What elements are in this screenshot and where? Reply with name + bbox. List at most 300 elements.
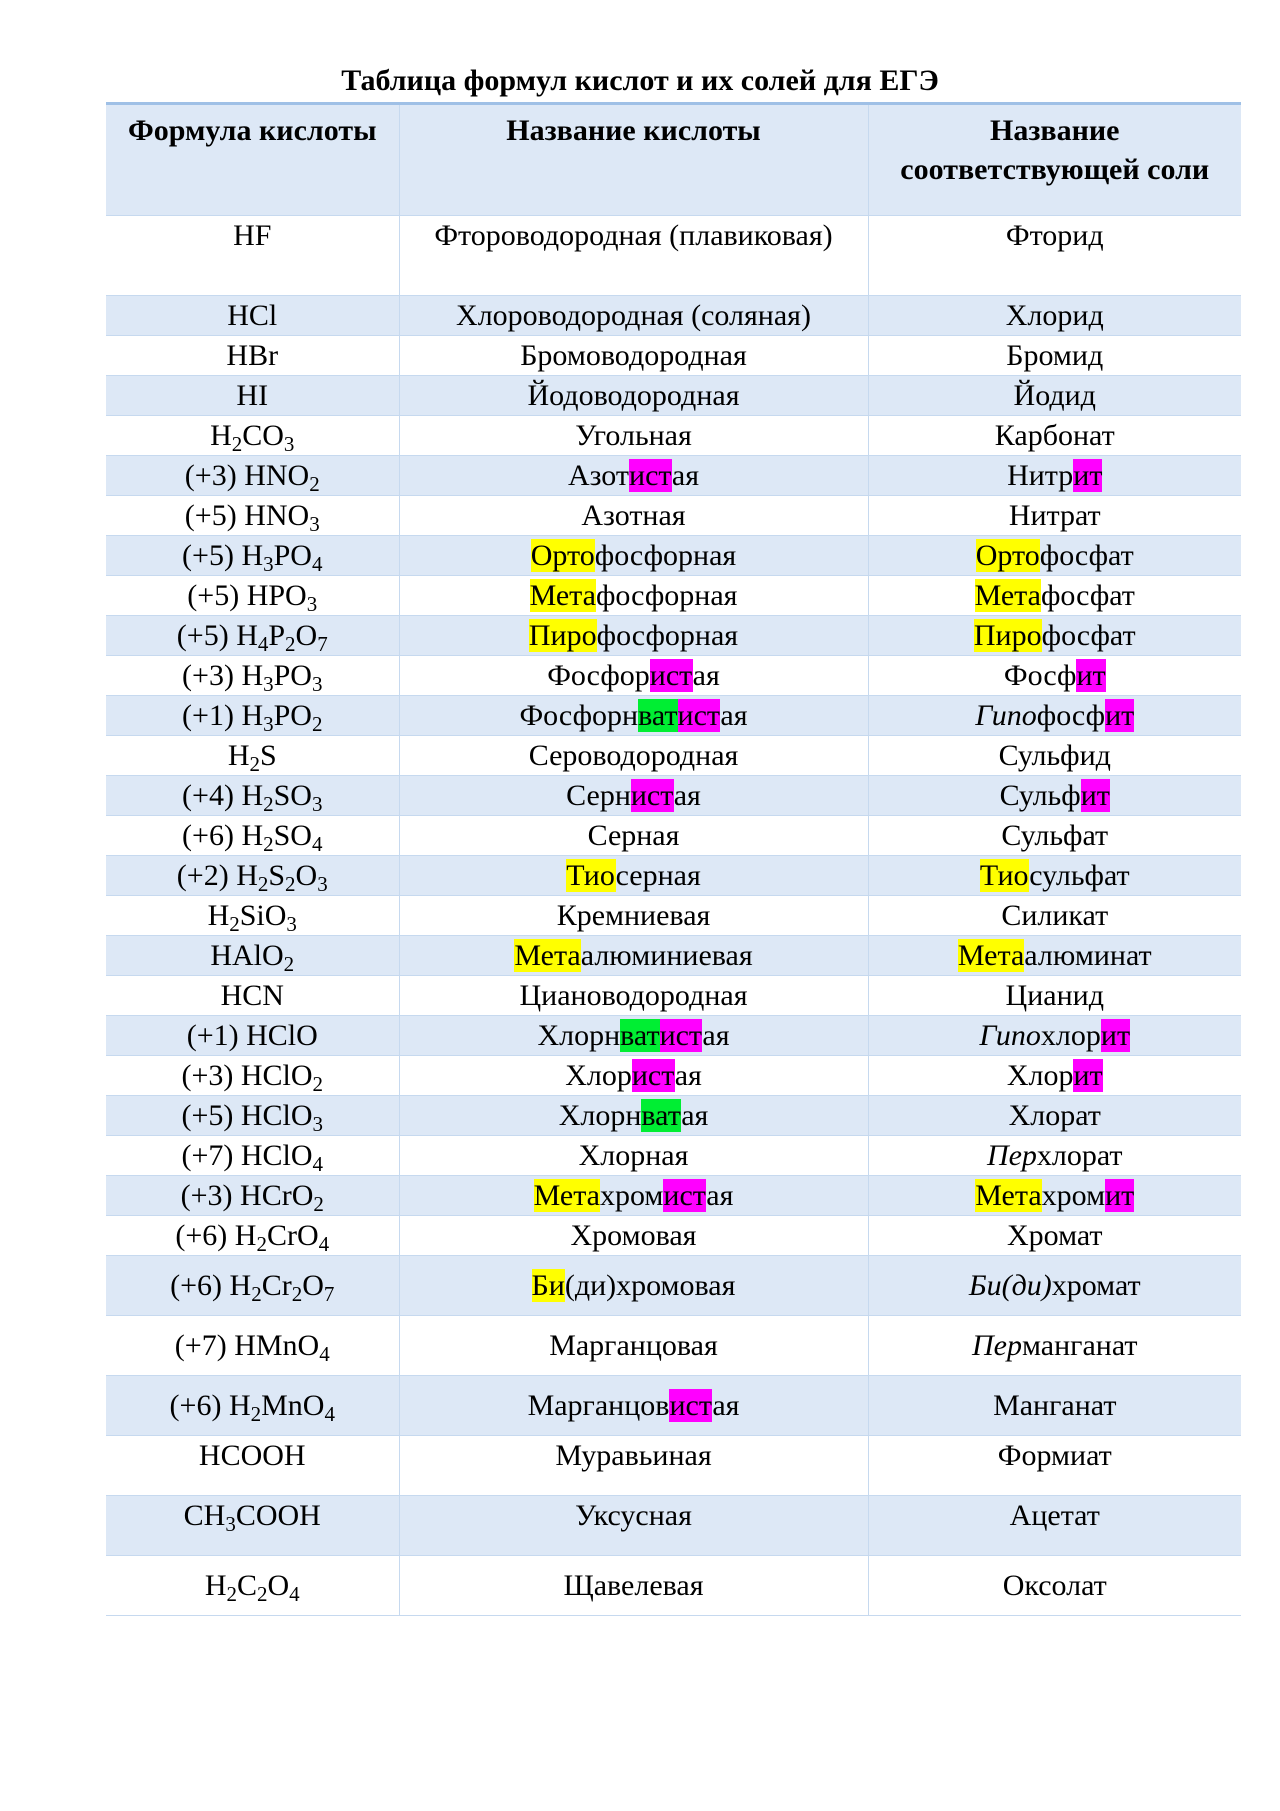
formula-segment: H bbox=[210, 419, 232, 452]
table-row bbox=[106, 1556, 1241, 1616]
formula-segment: 3 bbox=[317, 872, 328, 896]
acid-name-segment: Фосфор bbox=[547, 659, 650, 692]
acid-name-cell bbox=[399, 976, 868, 1016]
salt-name-segment: ит bbox=[1073, 459, 1103, 492]
formula-segment: HMnO bbox=[234, 1329, 320, 1362]
formula-segment: H bbox=[204, 1569, 227, 1602]
acid-name-segment: алюминиевая bbox=[580, 939, 753, 972]
header-formula: Формула кислоты bbox=[106, 104, 399, 216]
acid-name-segment: ист bbox=[649, 659, 693, 692]
formula-segment: 2 bbox=[311, 712, 323, 736]
formula-segment: HNO bbox=[244, 499, 310, 532]
oxidation-state: (+7) bbox=[174, 1329, 235, 1362]
acid-name-segment: Хромовая bbox=[570, 1219, 697, 1252]
formula-cell bbox=[106, 936, 399, 976]
formula-segment: 4 bbox=[312, 1152, 324, 1176]
acid-name-segment: Хлор bbox=[565, 1059, 632, 1092]
salt-name-segment: Манганат bbox=[993, 1389, 1117, 1422]
salt-name-segment: Фосф bbox=[1003, 659, 1077, 692]
acid-name-segment: ват bbox=[620, 1019, 660, 1052]
salt-name-segment: фосф bbox=[1036, 699, 1106, 732]
salt-name-segment: Ацетат bbox=[1009, 1499, 1100, 1532]
formula-segment: HCrO bbox=[240, 1179, 314, 1212]
table-row bbox=[106, 776, 1241, 816]
salt-name-segment: Циани bbox=[1005, 979, 1089, 1012]
formula-segment: H bbox=[236, 859, 258, 892]
formula-segment: HCN bbox=[220, 979, 284, 1012]
acid-name-segment: Кремниевая bbox=[556, 899, 711, 932]
table-row bbox=[106, 1096, 1241, 1136]
formula-segment: CO bbox=[242, 419, 284, 452]
acid-name-segment: Серн bbox=[566, 779, 631, 812]
salt-name-segment: Мета bbox=[975, 1179, 1042, 1212]
formula-segment: 3 bbox=[263, 712, 274, 736]
formula-segment: 4 bbox=[311, 552, 323, 576]
acid-name-segment: Би bbox=[531, 1269, 565, 1302]
acid-name-cell bbox=[399, 1496, 868, 1556]
acid-name-segment: ват bbox=[641, 1099, 682, 1132]
formula-cell bbox=[106, 296, 399, 336]
formula-segment: H bbox=[241, 659, 264, 692]
acid-name-segment: Хлорная bbox=[578, 1139, 689, 1172]
formula-segment: HClO bbox=[240, 1139, 313, 1172]
formula-cell bbox=[106, 1216, 399, 1256]
formula-segment: S bbox=[259, 739, 277, 772]
formula-segment: H bbox=[234, 1219, 257, 1252]
salt-name-segment: Хлорат bbox=[1008, 1099, 1101, 1132]
formula-segment: 3 bbox=[311, 792, 323, 816]
salt-name-cell bbox=[868, 1376, 1241, 1436]
formula-segment: SO bbox=[273, 819, 312, 852]
salt-name-cell bbox=[868, 576, 1241, 616]
salt-name-cell bbox=[868, 696, 1241, 736]
formula-segment: P bbox=[268, 619, 286, 652]
salt-name-cell bbox=[868, 216, 1241, 296]
table-row bbox=[106, 696, 1241, 736]
salt-name-segment: Орто bbox=[975, 539, 1040, 572]
acid-name-segment: ая bbox=[720, 699, 748, 732]
salt-name-segment: Пиро bbox=[973, 619, 1042, 652]
acid-name-segment: Фтороводородная (плавиковая) bbox=[434, 219, 833, 252]
table-row bbox=[106, 1016, 1241, 1056]
salt-name-segment: Хлори bbox=[1005, 299, 1089, 332]
acid-name-cell bbox=[399, 1136, 868, 1176]
salt-name-cell bbox=[868, 1496, 1241, 1556]
acid-name-segment: серная bbox=[615, 859, 701, 892]
acid-name-segment: ист bbox=[629, 459, 672, 492]
table-row bbox=[106, 296, 1241, 336]
acid-name-segment: Мета bbox=[529, 579, 596, 612]
acid-name-segment: Тио bbox=[566, 859, 616, 892]
acid-name-segment: фосфорная bbox=[594, 539, 737, 572]
table-row bbox=[106, 1256, 1241, 1316]
oxidation-state: (+5) bbox=[187, 579, 247, 612]
formula-segment: CrO bbox=[266, 1219, 319, 1252]
formula-segment: 2 bbox=[257, 872, 269, 896]
formula-segment: PO bbox=[273, 699, 312, 732]
table-row bbox=[106, 416, 1241, 456]
salt-name-cell bbox=[868, 1096, 1241, 1136]
formula-segment: HClO bbox=[240, 1099, 313, 1132]
formula-cell bbox=[106, 416, 399, 456]
salt-name-segment: ит bbox=[1073, 1059, 1103, 1092]
formula-segment: 2 bbox=[263, 832, 274, 856]
formula-segment: H bbox=[241, 699, 264, 732]
formula-segment: O bbox=[267, 1569, 290, 1602]
table-row bbox=[106, 216, 1241, 296]
formula-cell bbox=[106, 1176, 399, 1216]
oxidation-state: (+3) bbox=[181, 1059, 241, 1092]
formula-segment: 3 bbox=[263, 672, 274, 696]
acid-name-cell bbox=[399, 1256, 868, 1316]
salt-name-cell bbox=[868, 856, 1241, 896]
acid-name-segment: ист bbox=[669, 1389, 713, 1422]
formula-segment: Cr bbox=[261, 1269, 292, 1302]
formula-cell bbox=[106, 1136, 399, 1176]
acid-name-segment: фосфорная bbox=[596, 619, 739, 652]
formula-segment: 4 bbox=[289, 1582, 300, 1606]
formula-cell bbox=[106, 1316, 399, 1376]
formula-segment: H bbox=[207, 899, 230, 932]
formula-cell bbox=[106, 976, 399, 1016]
formula-segment: 2 bbox=[285, 872, 296, 896]
salt-name-cell bbox=[868, 376, 1241, 416]
table-row bbox=[106, 1176, 1241, 1216]
acid-name-cell bbox=[399, 1316, 868, 1376]
salt-name-segment: Хлор bbox=[1006, 1059, 1074, 1092]
formula-segment: HCl bbox=[227, 299, 278, 332]
formula-cell bbox=[106, 776, 399, 816]
salt-name-segment: Пер bbox=[972, 1329, 1022, 1362]
salt-name-segment: фосфат bbox=[1040, 579, 1135, 612]
table-row bbox=[106, 896, 1241, 936]
oxidation-state: (+3) bbox=[182, 659, 242, 692]
formula-cell bbox=[106, 736, 399, 776]
acid-name-cell bbox=[399, 1176, 868, 1216]
formula-cell bbox=[106, 696, 399, 736]
formula-segment: 2 bbox=[285, 632, 296, 656]
salt-name-segment: сульфат bbox=[1029, 859, 1130, 892]
acid-name-segment: Марганцов bbox=[527, 1389, 670, 1422]
acid-name-segment: Орто bbox=[530, 539, 595, 572]
salt-name-cell bbox=[868, 1216, 1241, 1256]
table-row bbox=[106, 736, 1241, 776]
salt-name-segment: Силикат bbox=[1001, 899, 1109, 932]
formula-segment: 3 bbox=[312, 1112, 324, 1136]
acid-name-segment: Фосфорн bbox=[519, 699, 639, 732]
oxidation-state: (+6) bbox=[182, 819, 242, 852]
acid-name-cell bbox=[399, 656, 868, 696]
acid-name-segment: Азотная bbox=[581, 499, 686, 532]
formula-segment: MnO bbox=[261, 1389, 325, 1422]
header-acid-name: Название кислоты bbox=[399, 104, 868, 216]
salt-name-segment: хлорат bbox=[1036, 1139, 1123, 1172]
table-row bbox=[106, 656, 1241, 696]
formula-segment: HClO bbox=[240, 1059, 313, 1092]
acid-name-cell bbox=[399, 576, 868, 616]
acid-name-segment: Азот bbox=[567, 459, 630, 492]
acid-name-segment: ая bbox=[712, 1389, 740, 1422]
acid-name-segment: ист bbox=[663, 1179, 707, 1212]
salt-name-cell bbox=[868, 296, 1241, 336]
table-row bbox=[106, 1376, 1241, 1436]
acid-name-segment: ая bbox=[681, 1099, 709, 1132]
table-body bbox=[106, 216, 1241, 1616]
salt-name-segment: Сульфат bbox=[1001, 819, 1109, 852]
acid-name-segment: ая bbox=[702, 1019, 730, 1052]
table-row bbox=[106, 936, 1241, 976]
formula-segment: 2 bbox=[231, 432, 243, 456]
acid-name-cell bbox=[399, 1016, 868, 1056]
formula-cell bbox=[106, 1256, 399, 1316]
formula-segment: 3 bbox=[286, 912, 297, 936]
formula-cell bbox=[106, 1056, 399, 1096]
acid-name-segment: Сероводородная bbox=[528, 739, 739, 772]
salt-name-segment: алюминат bbox=[1024, 939, 1152, 972]
acid-name-segment: ая bbox=[671, 459, 700, 492]
formula-segment: SO bbox=[273, 779, 312, 812]
formula-cell bbox=[106, 1556, 399, 1616]
salt-name-segment: хромат bbox=[1051, 1269, 1141, 1302]
acid-name-cell bbox=[399, 1376, 868, 1436]
formula-segment: 2 bbox=[229, 912, 240, 936]
salt-name-cell bbox=[868, 496, 1241, 536]
acid-name-cell bbox=[399, 816, 868, 856]
acid-name-segment: ват bbox=[638, 699, 678, 732]
acid-name-segment: Марганцовая bbox=[549, 1329, 718, 1362]
acid-name-cell bbox=[399, 616, 868, 656]
salt-name-segment: Фторид bbox=[1005, 219, 1104, 252]
formula-cell bbox=[106, 1496, 399, 1556]
formula-cell bbox=[106, 216, 399, 296]
acid-name-segment: Мета bbox=[533, 1179, 600, 1212]
formula-segment: HF bbox=[233, 219, 272, 252]
formula-segment: 3 bbox=[309, 512, 320, 536]
acid-name-cell bbox=[399, 776, 868, 816]
formula-cell bbox=[106, 336, 399, 376]
formula-segment: SiO bbox=[239, 899, 287, 932]
formula-segment: 2 bbox=[312, 1072, 324, 1096]
acid-name-cell bbox=[399, 1056, 868, 1096]
salt-name-segment: Гипо bbox=[979, 1019, 1041, 1052]
formula-segment: 2 bbox=[250, 1402, 262, 1426]
acid-name-segment: Циановодородная bbox=[519, 979, 748, 1012]
formula-segment: H bbox=[229, 1269, 252, 1302]
acid-name-cell bbox=[399, 736, 868, 776]
formula-segment: HBr bbox=[226, 339, 279, 372]
acid-name-segment: фосфорная bbox=[595, 579, 738, 612]
salt-name-segment: Йоди bbox=[1013, 379, 1081, 412]
salt-name-segment: Сульфи bbox=[998, 739, 1096, 772]
formula-segment: CH bbox=[183, 1499, 226, 1532]
formula-segment: 2 bbox=[249, 752, 260, 776]
acid-name-cell bbox=[399, 1216, 868, 1256]
salt-name-segment: ит bbox=[1105, 1179, 1135, 1212]
salt-name-segment: Тио bbox=[979, 859, 1030, 892]
salt-name-segment: Гипо bbox=[975, 699, 1037, 732]
acid-name-segment: ист bbox=[630, 779, 674, 812]
acid-name-cell bbox=[399, 936, 868, 976]
salt-name-segment: ит bbox=[1105, 699, 1135, 732]
formula-segment: O bbox=[295, 859, 318, 892]
oxidation-state: (+6) bbox=[169, 1389, 229, 1422]
formula-segment: HNO bbox=[244, 459, 310, 492]
salt-name-cell bbox=[868, 456, 1241, 496]
table-row bbox=[106, 456, 1241, 496]
salt-name-cell bbox=[868, 1436, 1241, 1496]
formula-segment: 2 bbox=[257, 1582, 268, 1606]
oxidation-state: (+6) bbox=[175, 1219, 235, 1252]
formula-cell bbox=[106, 376, 399, 416]
salt-name-segment: Нитрат bbox=[1008, 499, 1101, 532]
salt-name-cell bbox=[868, 816, 1241, 856]
acid-name-segment: Серная bbox=[587, 819, 680, 852]
formula-segment: 2 bbox=[283, 952, 295, 976]
salt-name-cell bbox=[868, 416, 1241, 456]
acid-name-segment: ист bbox=[677, 699, 721, 732]
salt-name-cell bbox=[868, 1556, 1241, 1616]
formula-segment: 3 bbox=[311, 672, 323, 696]
formula-segment: S bbox=[268, 859, 286, 892]
acid-name-cell bbox=[399, 536, 868, 576]
table-row bbox=[106, 1136, 1241, 1176]
formula-segment: 4 bbox=[257, 632, 269, 656]
oxidation-state: (+1) bbox=[186, 1019, 247, 1052]
acid-name-segment: хром bbox=[599, 1179, 664, 1212]
oxidation-state: (+5) bbox=[184, 499, 245, 532]
formula-segment: H bbox=[241, 779, 264, 812]
salt-name-segment: д bbox=[1087, 339, 1104, 372]
acid-salt-table bbox=[106, 102, 1241, 1616]
salt-name-cell bbox=[868, 1176, 1241, 1216]
acid-name-segment: Муравьиная bbox=[555, 1439, 712, 1472]
formula-segment: 2 bbox=[226, 1582, 237, 1606]
formula-cell bbox=[106, 1096, 399, 1136]
acid-name-cell bbox=[399, 216, 868, 296]
salt-name-segment: хром bbox=[1041, 1179, 1106, 1212]
formula-segment: 4 bbox=[324, 1402, 335, 1426]
table-row bbox=[106, 856, 1241, 896]
table-row bbox=[106, 1436, 1241, 1496]
formula-cell bbox=[106, 456, 399, 496]
table-row bbox=[106, 1496, 1241, 1556]
salt-name-segment: ит bbox=[1076, 659, 1106, 692]
salt-name-segment: Нитр bbox=[1007, 459, 1074, 492]
table-row bbox=[106, 576, 1241, 616]
formula-segment: 3 bbox=[225, 1512, 236, 1536]
acid-name-cell bbox=[399, 456, 868, 496]
acid-name-cell bbox=[399, 1556, 868, 1616]
formula-segment: C bbox=[236, 1569, 257, 1602]
oxidation-state: (+3) bbox=[180, 1179, 241, 1212]
acid-name-segment: Уксусная bbox=[575, 1499, 692, 1532]
formula-segment: 3 bbox=[263, 552, 274, 576]
formula-segment: 2 bbox=[263, 792, 274, 816]
table-row bbox=[106, 1056, 1241, 1096]
oxidation-state: (+7) bbox=[181, 1139, 241, 1172]
salt-name-segment: Карбонат bbox=[994, 419, 1115, 452]
salt-name-segment: Хромат bbox=[1006, 1219, 1103, 1252]
salt-name-segment: д bbox=[1088, 979, 1104, 1012]
formula-segment: 2 bbox=[256, 1232, 267, 1256]
acid-name-segment: ая bbox=[673, 779, 701, 812]
table-row bbox=[106, 536, 1241, 576]
acid-name-segment: (ди)хромовая bbox=[564, 1269, 736, 1302]
formula-segment: HI bbox=[236, 379, 269, 412]
table-row bbox=[106, 1316, 1241, 1376]
formula-segment: H bbox=[236, 619, 258, 652]
salt-name-segment: фосфат bbox=[1039, 539, 1134, 572]
acid-name-cell bbox=[399, 896, 868, 936]
formula-segment: COOH bbox=[235, 1499, 321, 1532]
acid-name-cell bbox=[399, 856, 868, 896]
acid-name-cell bbox=[399, 416, 868, 456]
acid-name-segment: Хлорн bbox=[537, 1019, 621, 1052]
formula-segment: HPO bbox=[246, 579, 307, 612]
acid-name-segment: Хлороводородная (соляная) bbox=[456, 299, 811, 332]
salt-name-segment: Мета bbox=[957, 939, 1025, 972]
table-header-row bbox=[106, 104, 1241, 216]
table-row bbox=[106, 976, 1241, 1016]
formula-segment: 2 bbox=[251, 1282, 262, 1306]
formula-cell bbox=[106, 1016, 399, 1056]
salt-name-cell bbox=[868, 936, 1241, 976]
acid-name-segment: ая bbox=[674, 1059, 702, 1092]
formula-segment: 4 bbox=[311, 832, 323, 856]
formula-segment: H bbox=[241, 539, 264, 572]
acid-name-segment: Йодоводородная bbox=[527, 379, 740, 412]
formula-segment: O bbox=[295, 619, 318, 652]
formula-segment: 2 bbox=[291, 1282, 303, 1306]
acid-name-cell bbox=[399, 376, 868, 416]
formula-segment: 4 bbox=[318, 1232, 330, 1256]
formula-cell bbox=[106, 816, 399, 856]
oxidation-state: (+4) bbox=[182, 779, 242, 812]
salt-name-segment: Би(ди) bbox=[968, 1269, 1052, 1302]
acid-name-cell bbox=[399, 496, 868, 536]
formula-cell bbox=[106, 496, 399, 536]
salt-name-segment: д bbox=[1080, 379, 1096, 412]
formula-cell bbox=[106, 856, 399, 896]
formula-segment: 4 bbox=[319, 1342, 330, 1366]
salt-name-cell bbox=[868, 1056, 1241, 1096]
salt-name-segment: ит bbox=[1080, 779, 1110, 812]
formula-segment: H bbox=[241, 819, 264, 852]
formula-cell bbox=[106, 576, 399, 616]
acid-name-segment: ая bbox=[692, 659, 720, 692]
formula-segment: 2 bbox=[313, 1192, 324, 1216]
salt-name-segment: фосфат bbox=[1041, 619, 1136, 652]
acid-name-segment: Угольная bbox=[575, 419, 692, 452]
formula-segment: HClO bbox=[246, 1019, 318, 1052]
salt-name-segment: Броми bbox=[1006, 339, 1088, 372]
acid-name-segment: Бромоводородная bbox=[520, 339, 747, 372]
oxidation-state: (+5) bbox=[176, 619, 237, 652]
formula-segment: PO bbox=[273, 539, 312, 572]
salt-name-segment: Формиат bbox=[997, 1439, 1112, 1472]
salt-name-segment: д bbox=[1095, 739, 1111, 772]
formula-cell bbox=[106, 896, 399, 936]
acid-name-segment: ист bbox=[631, 1059, 675, 1092]
table-row bbox=[106, 496, 1241, 536]
acid-name-cell bbox=[399, 336, 868, 376]
salt-name-cell bbox=[868, 776, 1241, 816]
salt-name-cell bbox=[868, 656, 1241, 696]
salt-name-cell bbox=[868, 1016, 1241, 1056]
salt-name-cell bbox=[868, 536, 1241, 576]
salt-name-cell bbox=[868, 616, 1241, 656]
formula-segment: HAlO bbox=[210, 939, 284, 972]
